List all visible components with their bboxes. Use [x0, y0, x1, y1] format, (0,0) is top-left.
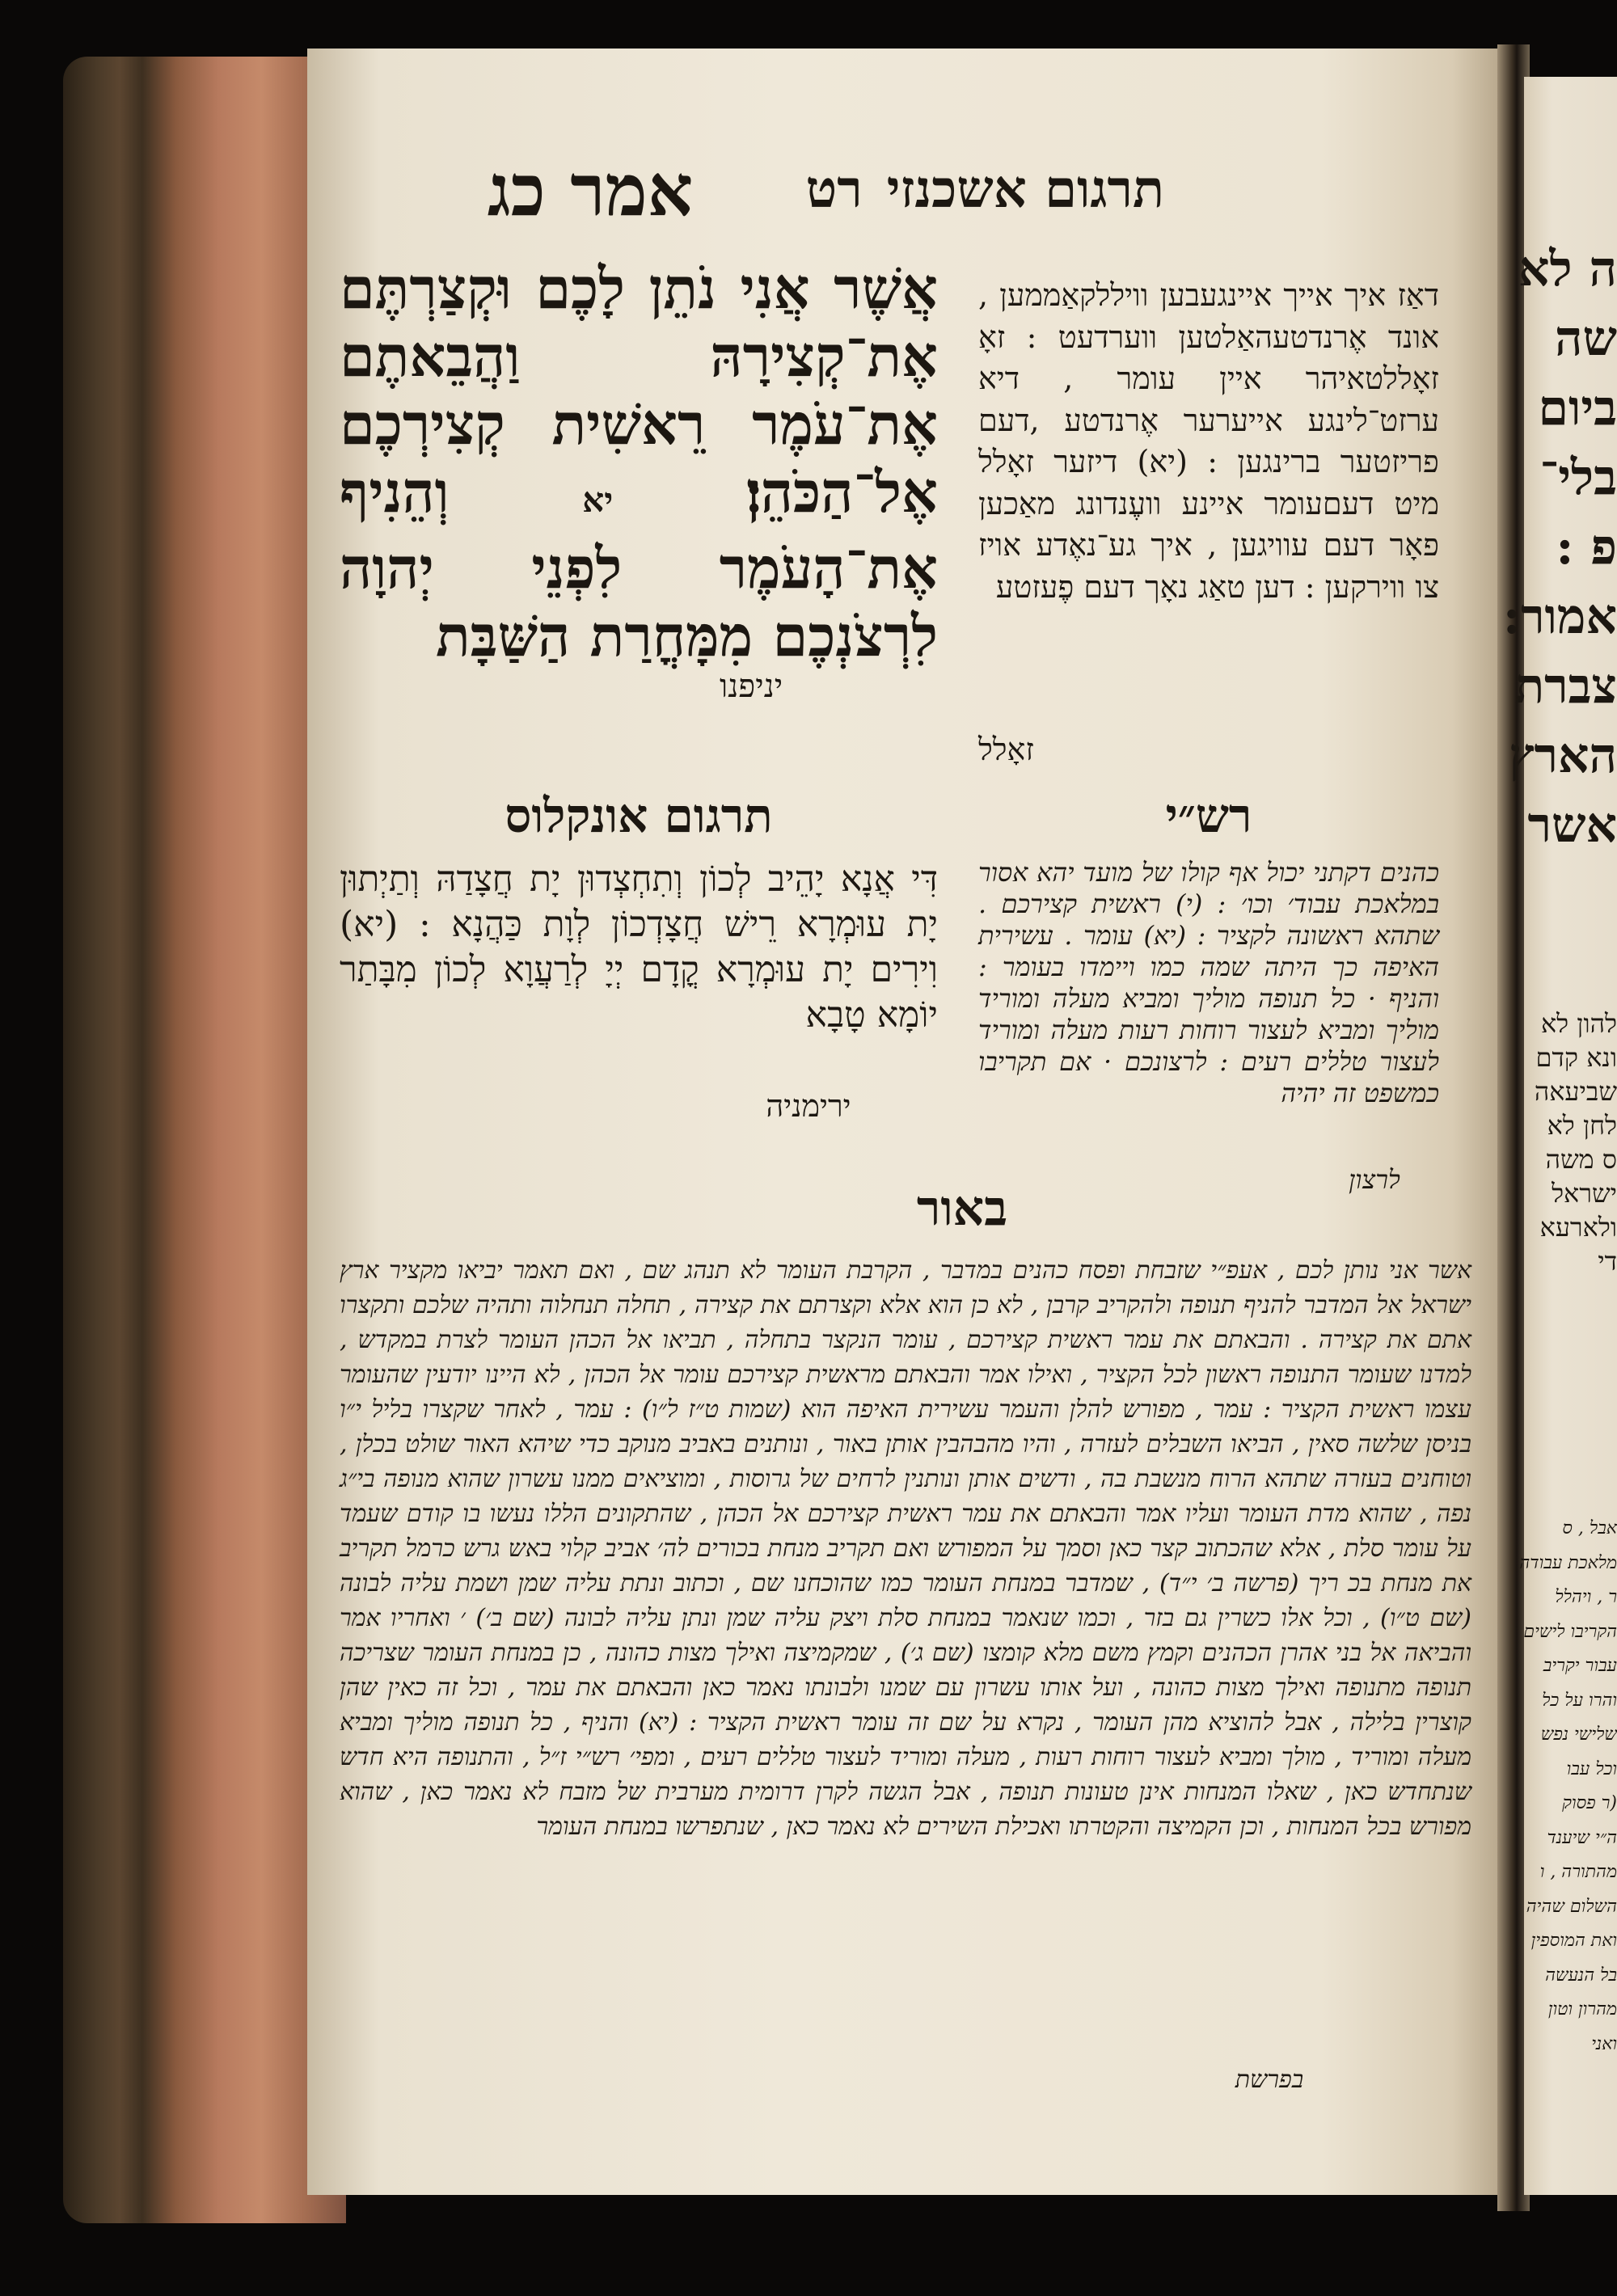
fragment-line: פ : [1556, 519, 1617, 576]
fragment-line: ואני [1591, 2033, 1617, 2054]
translation-title: תרגום אשכנזי [886, 159, 1164, 220]
fragment-line: להון לא [1540, 1008, 1617, 1039]
yiddish-translation [978, 275, 1439, 608]
fragment-line: ונא קדם [1535, 1042, 1617, 1073]
onkelos-text: דִּי אֲנָא יָהֵיב לְכוֹן וְתִחְצְדוּן יָת חֲצָדַהּ וְתַיְתוּן יָת עוּמְרָא רֵישׁ חֲצָדְכוֹן לְוָת כַּהֲנָא : [340, 859, 938, 945]
fragment-line: מהתורה , ו [1539, 1862, 1617, 1882]
rashi-text: כהנים דקתני יכול אף קולו של מועד יהא אסור במלאכת עבוד׳ וכו׳ : (י) ראשית קצירכם . שתהא ראשונה לקציר : (יא) עומר . עשירית האיפה כך היתה שמה כמו ויימדו בעומר : והניף · כל תנופה מוליך ומביא מעלה ומוריד מוליך ומביא לעצור רוחות רעות מעלה ומוריד לעצור טללים רעים : לרצונכם · אם תקריבו כמשפט זה יהיה [978, 857, 1439, 1108]
biur-catchword: בפרשת [1235, 2066, 1304, 2094]
verse-catchword: יניפנו [720, 668, 783, 705]
fragment-line: השלום שהיה [1526, 1896, 1617, 1917]
onkelos-title: תרגום אונקלוס [505, 788, 773, 843]
fragment-line: לחן לא [1547, 1110, 1617, 1141]
fragment-line: צברת [1514, 658, 1617, 715]
fragment-line: ר , ויהלל [1555, 1587, 1617, 1607]
book-fore-edge [63, 57, 346, 2223]
fragment-line: ה״י שיענד [1547, 1827, 1617, 1848]
parsha-header: אמר כג [487, 148, 694, 232]
yiddish-catchword: זאָלל [978, 732, 1034, 767]
fragment-line: בלי־ [1539, 449, 1617, 506]
onkelos-catchword: ירימניה [766, 1088, 851, 1124]
facing-page-commentary-fragment [1519, 1512, 1617, 2062]
biur-text: אשר אני נותן לכם , אעפ״י שזבחת ופסח כהנים במדבר , הקרבת העומר לא תנהג שם , ואם תאמר יביאו מקציר ארץ ישראל אל המדבר להניף תנופה ולהקריב קרבן , לא כן הוא אלא וקצרתם את קצירה , תחלה תנחלוה ותהיה שלכם ותקצרו אתם את קצירה . והבאתם את עמר ראשית קצירכם , עומר הנקצר בתחלה , תביאו אל הכהן העומר לצרת במקדש , למדנו שעומר התנופה ראשון לכל הקציר , ואילו אמר והבאתם מראשית קצירכם עומר אל הכהן , לא היינו יודעין שהעומר עצמו ראשית הקציר : עמר , מפורש להלן והעמר עשירית האיפה הוא (שמות ט״ז ל״ו) : עמר , לאחר שקצרו בליל י״ו בניסן שלשה סאין , הביאו השבלים לעזרה , והיו מהבהבין אותן באור , ונותנים באביב מנוקב כדי שיהא האור שולט בכלן , וטוחנים בעזרה שתהא הרוח מנשבת בה , ודשים אותן ונותנין לרחים של גרוסות , ומוציאים ממנו עשרון שהוא מנופה בי״ג נפה , שהוא מדת העומר ועליו אמר והבאתם את עמר ראשית קצירכם אל הכהן , שהתקונים הללו נעשו בו קודם שעמד על עומר סלת , אלא שהכתוב קצר כאן וסמך על המפורש ואם תקריב מנחת בכורים לה׳ אביב קלוי באש גרש כרמל תקריב את מנחת בכ ריך (פרשה ב׳ י״ד) , שמדבר במנחת העומר כמו שהוכחנו שם , וכתוב ונתת עליה שמן ושמת עליה לבונה (שם ט״ו) , וכל אלו כשרין גם בזר , וכמו שנאמר במנחת סלת ויצק עליה שמן ונתן עליה לבונה (שם ב׳) ׳ ואחריו אמר והביאה אל בני אהרן הכהנים וקמץ משם מלא קומצו (שם ג׳) , שמקמיצה ואילך מצות כהונה , כן במנחת העומר שצריכה תנופה מתנופה ואילך מצות כהונה , ועל אותו עשרון עם שמנו ולבונתו נאמר כאן והבאתם את עמר , וכל זה כאין שהן קוצרין בלילה , אבל להוציא מהן העומר , נקרא על שם זה עומר ראשית הקציר : (יא) והניף , כל תנופה מוליך ומביא מעלה ומוריד , מולך ומביא לעצור רוחות רעות , מעלה ומוריד לעצור טללים רעים , ומפי׳ רש״י ז״ל , והתנופה היא חדש שנתחדש כאן , שאלו המנחות אינן טעונות תנופה , אבל הגשה לקרן דרומית מערבית של מזבח לא נאמר כאן , שהוא מפורש בכל המנחות , וכן הקמיצה והקטרתו ואכילת השירים לא נאמר כאן , שנתפרשו במנחת העומר [340, 1256, 1471, 1841]
fragment-line: שה [1555, 310, 1617, 367]
onkelos-text-continued: וִירִים יָת עוּמְרָא קֳדָם יְיָ לְרַעֲוָא לְכוֹן מִבָּתַר יוֹמָא טָבָא [340, 949, 938, 1036]
fragment-line: הארץ [1509, 728, 1617, 784]
fragment-line: שלישי נפש [1540, 1724, 1617, 1745]
fragment-line: בל הנעשה [1545, 1965, 1617, 1986]
onkelos-verse-number: (יא) [340, 904, 399, 945]
fragment-line: וכל עבו [1566, 1758, 1617, 1779]
yiddish-verse-number: (יא) [1137, 444, 1188, 479]
fragment-line: מהרון וטון [1547, 1999, 1617, 2020]
book-page [340, 49, 1488, 2195]
fragment-line: ואת המוספין [1530, 1931, 1617, 1951]
fragment-line: ביום [1538, 380, 1617, 437]
page-number: רט [805, 159, 863, 220]
biur-title: באור [916, 1180, 1008, 1237]
torah-verse [340, 255, 938, 670]
fragment-line: אמור: [1502, 589, 1617, 645]
fragment-line: (ר פסוק [1562, 1793, 1617, 1813]
verse-number: יא [582, 480, 614, 520]
fragment-line: ישראל [1552, 1178, 1617, 1209]
rashi-catchword: לרצון [1349, 1164, 1400, 1195]
fragment-line: מלאכת עבודה [1519, 1552, 1617, 1573]
facing-page-verse-fragment [1502, 234, 1617, 860]
fragment-line: והרו על כל [1542, 1690, 1617, 1711]
fragment-line: שביעאה [1534, 1076, 1617, 1107]
fragment-line: ס משה [1545, 1144, 1617, 1175]
fragment-line: אשר [1527, 797, 1617, 854]
fragment-line: הקריבו לישים [1523, 1621, 1617, 1642]
fragment-line: די [1598, 1246, 1617, 1277]
fragment-line: ולארעא [1539, 1212, 1617, 1243]
yiddish-text: דאַז איך אייך איינגעבען וויללקאַממען , אונד אֶרנדטעהאַלטען ווערדעט : זאָ זאָללטאיהר איין עומר , דיא ערזט־לינגע אייערער אֶרנדטע ,דעם פריזטער ברינגען : [978, 277, 1439, 479]
onkelos-text-block [340, 857, 938, 1038]
fragment-line: אבל , ס [1562, 1518, 1617, 1538]
verse-text-continued: וְהֵנִיף אֶת־הָעֹמֶר לִפְנֵי יְהוָה לִרְצֹנְכֶם מִמָּחֳרַת הַשַּׁבָּת [340, 458, 938, 669]
yiddish-text-continued: דיזער זאָלל מיט דעםעומר איינע וועֶנדונג מאַכען פאָר דעם עוויגען , איך גע־נאֶדע אויז צו ווירקען : דען טאַג נאָך דעם פֶעזטע [978, 444, 1439, 605]
facing-page-onkelos-fragment [1532, 1007, 1617, 1278]
rashi-title: רש״י [1165, 788, 1252, 843]
fragment-line: ה לא [1518, 241, 1617, 298]
verse-text: אֲשֶׁר אֲנִי נֹתֵן לָכֶם וּקְצַרְתֶּם אֶת־קְצִירָהּ וַהֲבֵאתֶם אֶת־עֹמֶר רֵאשִׁית קְצִירְכֶם אֶל־הַכֹּהֵן׃ [340, 255, 938, 525]
fragment-line: עבור יקריב [1543, 1656, 1617, 1676]
